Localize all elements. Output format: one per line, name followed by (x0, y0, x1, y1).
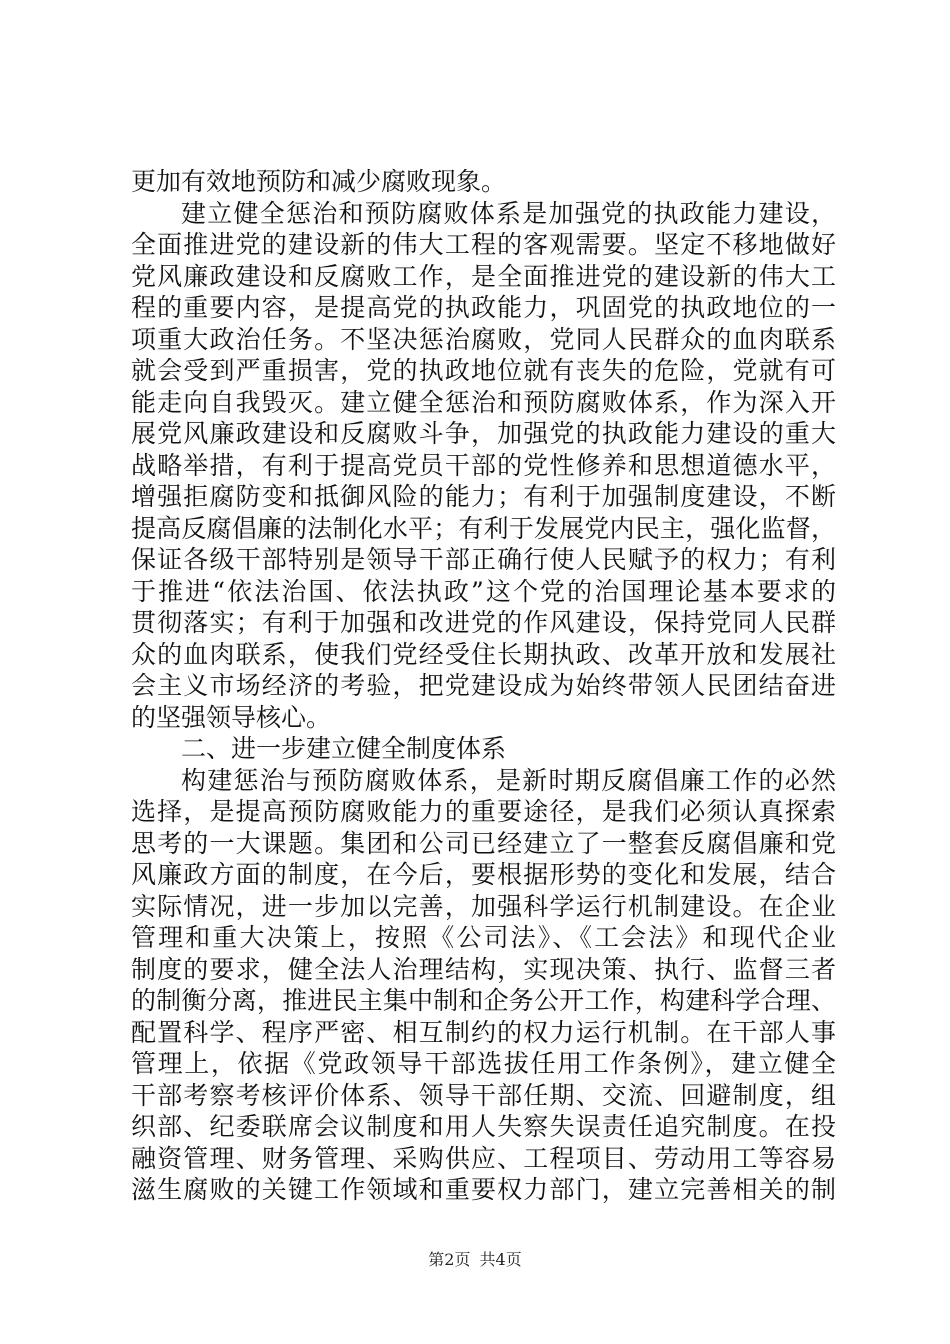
text-line: 风廉政方面的制度，在今后，要根据形势的变化和发展，结合 (131, 860, 836, 889)
page-number: 第2页 (428, 1250, 471, 1269)
text-line: 滋生腐败的关键工作领域和重要权力部门，建立完善相关的制 (131, 1175, 836, 1204)
page-footer (0, 1250, 950, 1270)
text-line: 展党风廉政建设和反腐败斗争，加强党的执政能力建设的重大 (131, 419, 836, 448)
text-line: 程的重要内容，是提高党的执政能力，巩固党的执政地位的一 (131, 293, 836, 322)
text-line: 贯彻落实；有利于加强和改进党的作风建设，保持党同人民群 (131, 608, 836, 637)
text-line: 思考的一大课题。集团和公司已经建立了一整套反腐倡廉和党 (131, 828, 836, 858)
text-line: 织部、纪委联席会议制度和用人失察失误责任追究制度。在投 (131, 1112, 836, 1141)
text-line: 的制衡分离，推进民主集中制和企务公开工作，构建科学合理、 (131, 986, 836, 1015)
text-line: 配置科学、程序严密、相互制约的权力运行机制。在干部人事 (131, 1017, 836, 1047)
text-line: 战略举措，有利于提高党员干部的党性修养和思想道德水平， (131, 450, 836, 480)
text-line: 提高反腐倡廉的法制化水平；有利于发展党内民主，强化监督， (131, 513, 836, 543)
text-line: 融资管理、财务管理、采购供应、工程项目、劳动用工等容易 (131, 1143, 836, 1173)
text-line: 就会受到严重损害，党的执政地位就有丧失的危险，党就有可 (131, 356, 836, 385)
text-line: 干部考察考核评价体系、领导干部任期、交流、回避制度，组 (131, 1080, 836, 1110)
text-line: 保证各级干部特别是领导干部正确行使人民赋予的权力；有利 (131, 545, 836, 574)
text-line: 党风廉政建设和反腐败工作，是全面推进党的建设新的伟大工 (131, 261, 836, 291)
text-line: 众的血肉联系，使我们党经受住长期执政、改革开放和发展社 (131, 639, 836, 669)
page-total: 共4页 (479, 1250, 522, 1269)
text-line: 能走向自我毁灭。建立健全惩治和预防腐败体系，作为深入开 (131, 387, 836, 417)
document-body (131, 166, 836, 1206)
text-line: 管理和重大决策上，按照《公司法》、《工会法》和现代企业 (131, 923, 836, 952)
section-heading: 二、进一步建立健全制度体系 (181, 734, 507, 763)
text-line: 选择，是提高预防腐败能力的重要途径，是我们必须认真探索 (131, 797, 836, 826)
text-line: 实际情况，进一步加以完善，加强科学运行机制建设。在企业 (131, 891, 836, 921)
text-line: 全面推进党的建设新的伟大工程的客观需要。坚定不移地做好 (131, 230, 836, 259)
text-line: 制度的要求，健全法人治理结构，实现决策、执行、监督三者 (131, 954, 836, 984)
text-line: 会主义市场经济的考验，把党建设成为始终带领人民团结奋进 (131, 671, 836, 700)
text-line: 项重大政治任务。不坚决惩治腐败，党同人民群众的血肉联系 (131, 324, 836, 354)
text-line: 构建惩治与预防腐败体系，是新时期反腐倡廉工作的必然 (181, 765, 836, 795)
text-line: 的坚强领导核心。 (131, 702, 332, 732)
text-line: 管理上，依据《党政领导干部选拔任用工作条例》，建立健全 (131, 1049, 836, 1078)
text-line: 于推进“依法治国、依法执政”这个党的治国理论基本要求的 (131, 576, 836, 606)
text-line: 建立健全惩治和预防腐败体系是加强党的执政能力建设， (181, 198, 836, 228)
text-line: 更加有效地预防和减少腐败现象。 (131, 167, 507, 196)
text-line: 增强拒腐防变和抵御风险的能力；有利于加强制度建设，不断 (131, 482, 836, 511)
